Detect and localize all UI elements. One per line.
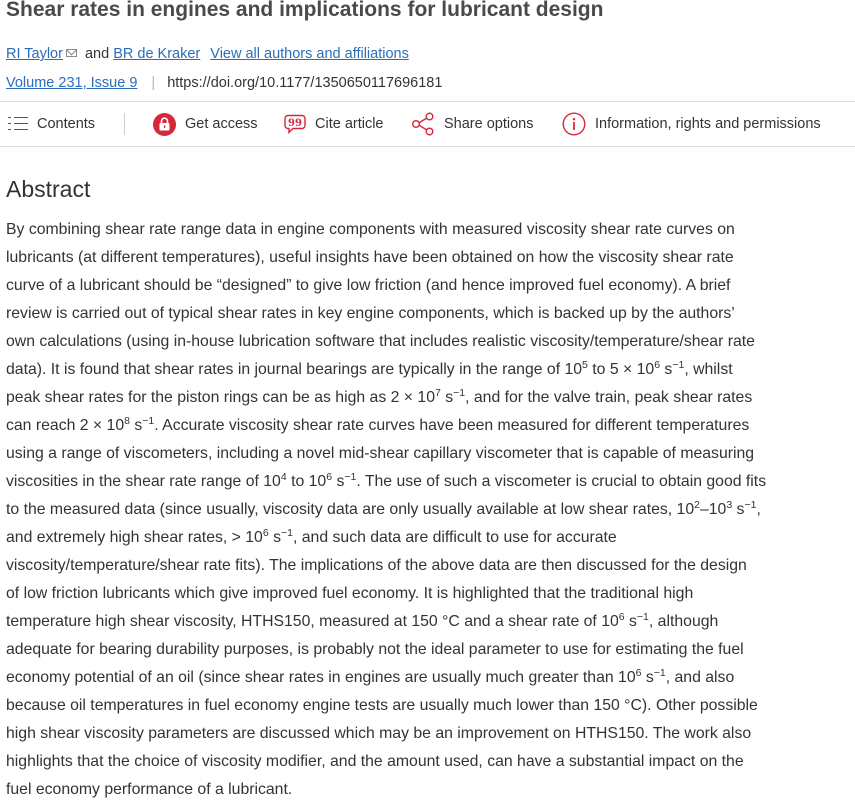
get-access-button[interactable] bbox=[153, 102, 258, 146]
superscript: 6 bbox=[262, 527, 269, 539]
superscript: 3 bbox=[726, 499, 733, 511]
superscript: 6 bbox=[326, 471, 333, 483]
superscript: −1 bbox=[281, 527, 293, 539]
view-all-authors-link[interactable]: View all authors and affiliations bbox=[210, 46, 409, 62]
abstract-line: fuel economy performance of a lubricant. bbox=[6, 781, 293, 798]
quote-icon bbox=[284, 114, 306, 134]
author-link-taylor[interactable]: RI Taylor bbox=[6, 46, 63, 62]
superscript: 7 bbox=[434, 387, 441, 399]
superscript: −1 bbox=[142, 415, 155, 427]
information-rights-label: Information, rights and permissions bbox=[595, 116, 821, 132]
superscript: −1 bbox=[653, 667, 666, 679]
get-access-label: Get access bbox=[185, 116, 258, 132]
information-rights-button[interactable] bbox=[562, 102, 821, 146]
abstract-line: viscosities in the shear rate range of $10^4$ to $10^6$ $s^{-1}$. The use of such a viscometer is crucial to obtain good fits bbox=[6, 471, 767, 490]
doi-text[interactable]: https://doi.org/10.1177/1350650117696181 bbox=[167, 75, 443, 91]
share-icon bbox=[411, 112, 435, 136]
share-options-label: Share options bbox=[444, 116, 534, 132]
abstract-line: and extremely high shear rates, > $10^6$ $s^{-1}$, and such data are difficult to use for accurate bbox=[6, 527, 617, 546]
superscript: 8 bbox=[124, 415, 130, 427]
volume-issue-link[interactable]: Volume 231, Issue 9 bbox=[6, 75, 138, 91]
author-connector: and bbox=[80, 46, 114, 62]
abstract-line: to the measured data (since usually, viscosity data are only usually available at low shear rates, $10^2-10^3$ $s^{-1}$, bbox=[6, 499, 761, 518]
article-toolbar bbox=[0, 101, 855, 147]
superscript: 2 bbox=[694, 499, 700, 511]
superscript: 6 bbox=[635, 667, 642, 679]
superscript: −1 bbox=[744, 499, 757, 511]
author-line bbox=[6, 44, 409, 64]
abstract-line: economy potential of an oil (since shear rates in engines are usually much greater than $10^6$ $s^{-1}$, and also bbox=[6, 667, 735, 686]
superscript: 4 bbox=[280, 471, 287, 483]
abstract-line: adequate for bearing durability purposes, is probably not the ideal parameter to use for estimating the fuel bbox=[6, 641, 744, 658]
mail-icon[interactable] bbox=[66, 49, 77, 57]
abstract-line: highlights that the choice of viscosity modifier, and the amount used, can have a substantial impact on the bbox=[6, 753, 744, 770]
superscript: 5 bbox=[582, 359, 588, 371]
svg-text:99: 99 bbox=[288, 118, 302, 129]
abstract-line: review is carried out of typical shear rates in key engine components, which is backed up by the authors’ bbox=[6, 305, 735, 322]
contents-list-icon bbox=[8, 115, 28, 133]
abstract-line: temperature high shear viscosity, HTHS150, measured at 150 °C and a shear rate of $10^6$ $s^{-1}$, although bbox=[6, 611, 719, 630]
abstract-line: peak shear rates for the piston rings can be as high as $2 \times 10^7$ $s^{-1}$, and for the valve train, peak shear rates bbox=[6, 387, 753, 406]
meta-separator: | bbox=[151, 75, 156, 91]
abstract-text bbox=[6, 216, 851, 804]
abstract-line: own calculations (using in-house lubrication software that includes realistic viscosity/temperature/shear rate bbox=[6, 333, 755, 350]
article-title: Shear rates in engines and implications for lubricant design bbox=[6, 0, 604, 21]
superscript: 6 bbox=[618, 611, 625, 623]
superscript: −1 bbox=[344, 471, 357, 483]
abstract-line: lubricants (at different temperatures), useful insights have been obtained on how the viscosity shear rate bbox=[6, 249, 734, 266]
info-icon bbox=[562, 112, 586, 136]
contents-button[interactable] bbox=[8, 102, 95, 146]
abstract-line: curve of a lubricant should be “designed” to give low friction (and hence improved fuel economy). A brief bbox=[6, 277, 731, 294]
superscript: −1 bbox=[453, 387, 466, 399]
abstract-heading: Abstract bbox=[6, 176, 91, 202]
abstract-line: viscosity/temperature/shear rate fits). The implications of the above data are then discussed for the design bbox=[6, 557, 747, 574]
abstract-line: can reach $2 \times 10^8$ $s^{-1}$. Accurate viscosity shear rate curves have been measured for different temperatures bbox=[6, 415, 750, 434]
superscript: −1 bbox=[672, 359, 685, 371]
abstract-line: By combining shear rate range data in engine components with measured viscosity shear rate curves on bbox=[6, 221, 735, 238]
contents-label: Contents bbox=[37, 116, 96, 132]
author-link-de-kraker[interactable]: BR de Kraker bbox=[113, 46, 201, 62]
lock-icon bbox=[153, 113, 176, 136]
abstract-line: because oil temperatures in fuel economy engine tests are usually much lower than 150 °C). Other possible bbox=[6, 697, 758, 714]
abstract-line: high shear viscosity parameters are discussed which may be an improvement on HTHS150. The work also bbox=[6, 725, 752, 742]
abstract-line: using a range of viscometers, including a novel mid-shear capillary viscometer that is capable of measuring bbox=[6, 445, 755, 462]
superscript: 6 bbox=[654, 359, 661, 371]
cite-article-label: Cite article bbox=[315, 116, 384, 132]
publication-meta bbox=[6, 73, 442, 93]
superscript: −1 bbox=[636, 611, 649, 623]
abstract-line: data). It is found that shear rates in journal bearings are typically in the range of $10^5$ to $5 \times 10^6$ $s^{-1}$, whilst bbox=[6, 359, 733, 378]
share-options-button[interactable] bbox=[411, 102, 533, 146]
cite-article-button[interactable] bbox=[284, 102, 384, 146]
toolbar-divider bbox=[124, 113, 125, 135]
abstract-line: of low friction lubricants which give improved fuel economy. It is highlighted that the traditional high bbox=[6, 585, 694, 602]
